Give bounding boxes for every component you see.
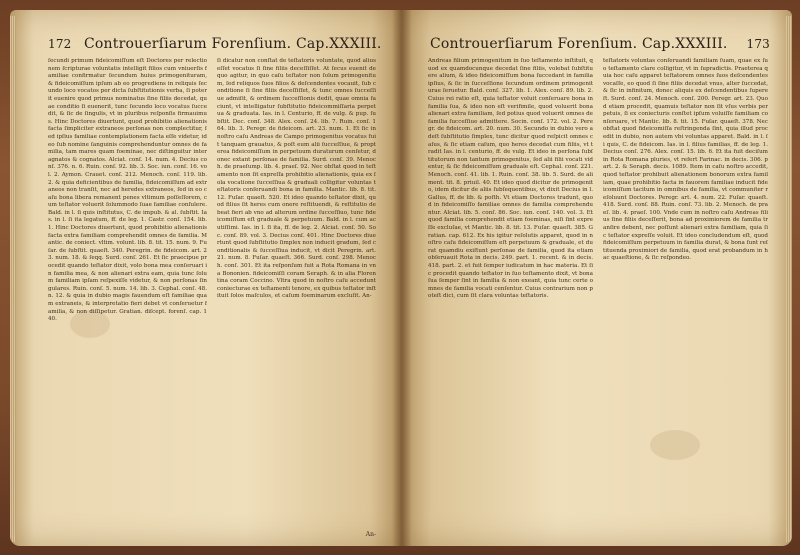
left-page-edges [10, 16, 16, 542]
right-page-edges [786, 16, 792, 542]
right-text-columns [428, 58, 768, 532]
left-catchword: An- [365, 531, 376, 538]
open-book [10, 10, 792, 550]
left-column-1-text: ſecundi primum fideicomiſſum eſt Doctores per relectionem ſcripturae voluntatis intelligit filios cum vniuerſis familiae confirmatur ſecundum huius primogenituram, & fideicomiſſum ipſum ab eo progrediens in reliquis ſecundo loco vocatos per dicta ſubſtitutionis verba, ſi poterit euenire quod primus nominatus ſine filiis decedat, quae conditio ſi euenerit, tunc ſecundo loco vocatus ſuccedit, & ſic de ſingulis, vt in pluribus reſponſis firmauimus. Hinc Doctores diuertunt, quod prohibitio alienationis facta ſimpliciter extraneos perſonas non complectitur, ſed ipſius familiae contemplationem facta eſſe videtur, ideo ſub nomine ſanguinis comprehenduntur omnes de familia, tam mares quam foeminae, nec diſtinguitur inter agnatos & cognatos. Alciat. conſ. 14. num. 4. Decius conſ. 376. n. 6. Ruin. conſ. 92. lib. 3. Soc. iun. conſ. 16. vol. 2. Aymon. Crauet. conſ. 212. Menoch. conſ. 119. lib. 2. & quia deficientibus de familia, fideicomiſſum ad extraneos non tranſit, nec ad heredes extraneos, ſed in eo caſu bona libera remanent penes vltimum poſſeſſorem, cum teſtator voluerit ſolummodo ſuae familiae conſulere. Bald. in l. ſi quis inſtitutus, C. de impub. & al. ſubſtit. Ias. in l. ſi ita legatum, ff. de leg. 1. Castr. conſ. 154. lib. 1. Hinc Doctores diuertunt, quod prohibitio alienationis facta extra familiam comprehendit omnes de familia. Mantic. de coniect. vltim. volunt. lib. 8. tit. 15. num. 9. Fuſar. de ſubſtit. quaeſt. 340. Peregrin. de fideicom. art. 23. num. 18. & ſeqq. Surd. conſ. 261. Et ſic praecipue procedit quando teſtator dixit, volo bona mea conſeruari in familia mea, & non alienari extra eam, quia tunc ſolum familiam ipſam reſpexiſſe videtur, & non perſonas ſingulares. Ruin. conſ. 5. num. 14. lib. 3. Cephal. conſ. 48. n. 12. & quia in dubio magis fauendum eſt familiae quam extraneis, & interpretatio fieri debet vt conſeruetur familia, & non diſſipetur. Gratian. diſcept. forenſ. cap. 140. [48, 58, 207, 323]
right-column-2-text: teſtatoris voluntas conſeruandi familiam ſuam, quae ex ſuo teſtamento clare colligitur, vt in ſupradictis. Praeterea quia hoc caſu apparet teſtatorem omnes ſuos deſcendentes vocaſſe, eo quod ſi ſine filiis decedat vnus, alter ſuccedat, & ſic in infinitum, donec aliquis ex deſcendentibus ſupereſt. Surd. conſ. 24. Menoch. conſ. 200. Peregr. art. 23. Quod etiam procedit, quamuis teſtator non ſit vſus verbis perpetuis, ſi ex coniecturis conſtet ipſum voluiſſe familiam conſeruare, vt Mantic. lib. 8. tit. 15. Fuſar. quaeſt. 378. Nec obſtat quod fideicomiſſa reſtringenda ſint, quia illud procedit in dubio, non autem vbi voluntas apparet. Bald. in l. ſi quis, C. de fideicom. Ias. in l. filius familias, ff. de leg. 1. Decius conſ. 276. Alex. conſ. 15. lib. 6. Et ita fuit deciſum in Rota Romana pluries, vt refert Farinac. in decis. 306. part. 2. & Seraph. decis. 1089. Item in caſu noſtro accedit, quod teſtator prohibuit alienationem bonorum extra familiam, quae prohibitio facta in fauorem familiae inducit fideicomiſſum tacitum in omnibus de familia, vt communiter reſoluunt Doctores. Peregr. art. 4. num. 22. Fuſar. quaeſt. 418. Surd. conſ. 88. Ruin. conſ. 73. lib. 2. Menoch. de praeſ. lib. 4. praeſ. 100. Vnde cum in noſtro caſu Andreas filius ſine filiis deceſſerit, bona ad proximiorem de familia tranſire debent, nec poſſunt alienari extra familiam, quia ſic teſtator expreſſe voluit. Et ideo concludendum eſt, quod fideicomiſſum perpetuum in familia durat, & bona ſunt reſtituenda proximiori de familia, quod erat probandum in hac quaeſtione, & ſic reſpondeo. [603, 58, 768, 262]
right-column-1-text: Andreas filium primogenitum in ſuo teſtamento inſtituit, quod ex quamdocunque decedat ſine filiis, volebat ſubſtituere alium, & ideo fideicomiſſum bona ſuccedant in familia ipſius, & ſic in ſucceſſione ſecundum ordinem primogeniturae ſeruetur. Bald. conſ. 327. lib. 1. Alex. conſ. 89. lib. 2. Cuius rei ratio eſt, quia teſtator voluit conſeruare bona in familia ſua, & ideo non eſt verifimile, quod voluerit bona alienari extra familiam, ſed potius quod voluerit omnes de familia ſucceſſiue admittere. Socin. conſ. 172. vol. 2. Peregr. de fideicom. art. 20. num. 30. Secundo in dubio vero adeſt ſubſtitutio ſimplex, tunc dicitur quod reſpicit omnes caſus, & ſic etiam caſum, quo heres decedat cum filiis, vt tradit Ias. in l. centurio, ff. de vulg. Et ideo in perſona ſubſtitutorum non tantum primogenitus, ſed alii filii vocati videntur, & ſic fideicomiſſum graduale eſt. Cephal. conſ. 221. Menoch. conſ. 41. lib. 1. Ruin. conſ. 38. lib. 5. Surd. de aliment. tit. 8. priuil. 40. Et ideo quod dicitur de primogenito, idem dicitur de aliis ſubſequentibus, vt dixit Decius in l. Gallus, ff. de lib. & poſth. Vt etiam Doctores tradunt, quod in fideicomiſſo familiae omnes de familia comprehenduntur. Alciat. lib. 5. conſ. 86. Soc. iun. conſ. 140. vol. 3. Et quod familia comprehendit etiam foeminas, niſi ſint expreſſe excluſae, vt Mantic. lib. 8. tit. 13. Fuſar. quaeſt. 385. Gratian. cap. 612. Ex his igitur reſolutis apparet, quod in noſtro caſu fideicomiſſum eſt perpetuum & graduale, et durat quamdiu exiſtunt perſonae de familia, quod ita etiam obſeruauit Rota in decis. 249. part. 1. recent. & in decis. 418. part. 2. et fuit ſemper iudicatum in hac materia. Et ſic procedit quando teſtator in ſuo teſtamento dixit, vt bona ſua ſemper ſint in familia & non exeant, quia tunc certe omnes de familia vocati cenſentur. Cuius contrarium non poteſt dici, cum ſit clara voluntas teſtatoris. [428, 58, 593, 300]
right-running-title: Controuerſiarum Forenſium. Cap.XXXIII. [430, 36, 728, 52]
right-column-2 [603, 58, 768, 532]
left-column-2-text: ſi dicatur non conſtat de teſtatoris voluntate, quod alius eſſet vocatus ſi ſine filiis deceſſiſſet. At ſecus euenit de quo agitur, in quo caſu teſtator non ſolum primogenitum, ſed reliquos ſuos filios & deſcendentes vocauit, ſub conditione ſi ſine filiis deceſſiſſet, & tunc omnes ſucceſſiue admiſit, & ordinem ſucceſſionis dedit, quae omnia faciunt, vt intelligatur ſubſtitutio fideicommiſſaria perpetua & graduata. Ias. in l. Centurio, ff. de vulg. & pup. ſubſtit. Dec. conſ. 348. Alex. conſ. 24. lib. 7. Ruin. conſ. 164. lib. 3. Peregr. de fideicom. art. 23. num. 1. Et ſic in noſtro caſu Andreas de Campo primogenitus vocatus fuit tanquam grauatus, & poſt eum alii ſucceſſiue, & propterea fideicomiſſum in perpetuum duraturum cenſetur, donec extant perſonae de familia. Surd. conſ. 39. Menoch. de praeſump. lib. 4. praeſ. 92. Nec obſtat quod in teſtamento non ſit expreſſa prohibitio alienationis, quia ex ſola vocatione ſucceſſiua & graduali colligitur voluntas teſtatoris conſeruandi bona in familia. Mantic. lib. 8. tit. 12. Fuſar. quaeſt. 520. Et ideo quando teſtator dixit, quod filius ſit heres cum onere reſtituendi, & reſtitutio debeat fieri ab vno ad alterum ordine ſucceſſiuo, tunc fideicomiſſum eſt graduale & perpetuum. Bald. in l. cum acutiſſimi. Ias. in l. ſi ita, ff. de leg. 2. Alciat. conſ. 50. Soc. conſ. 89. vol. 3. Decius conſ. 401. Hinc Doctores diuertunt quod ſubſtitutio ſimplex non inducit gradum, ſed conditionalis & ſucceſſiua inducit, vt dicit Peregrin. art. 21. num. 8. Fuſar. quaeſt. 366. Surd. conſ. 298. Menoch. conſ. 301. Et ita reſponſum fuit a Rota Romana in vna Bononien. fideicomiſſi coram Seraph. & in alia Florentina coram Coccino. Vltra quod in noſtro caſu accedunt coniecturae ex teſtamenti tenore, ex quibus teſtator inſtituit ſolos maſculos, et caſum foeminarum excluſit. An- [217, 58, 376, 300]
left-page [10, 10, 402, 546]
left-column-2 [217, 58, 376, 532]
right-page [400, 10, 792, 546]
right-column-1 [428, 58, 593, 532]
left-running-title: Controuerſiarum Forenſium. Cap.XXXIII. [84, 36, 382, 52]
book-gutter [392, 10, 412, 546]
left-text-columns [48, 58, 376, 532]
left-page-number: 172 [48, 37, 72, 51]
right-page-number: 173 [746, 37, 770, 51]
left-column-1 [48, 58, 207, 532]
